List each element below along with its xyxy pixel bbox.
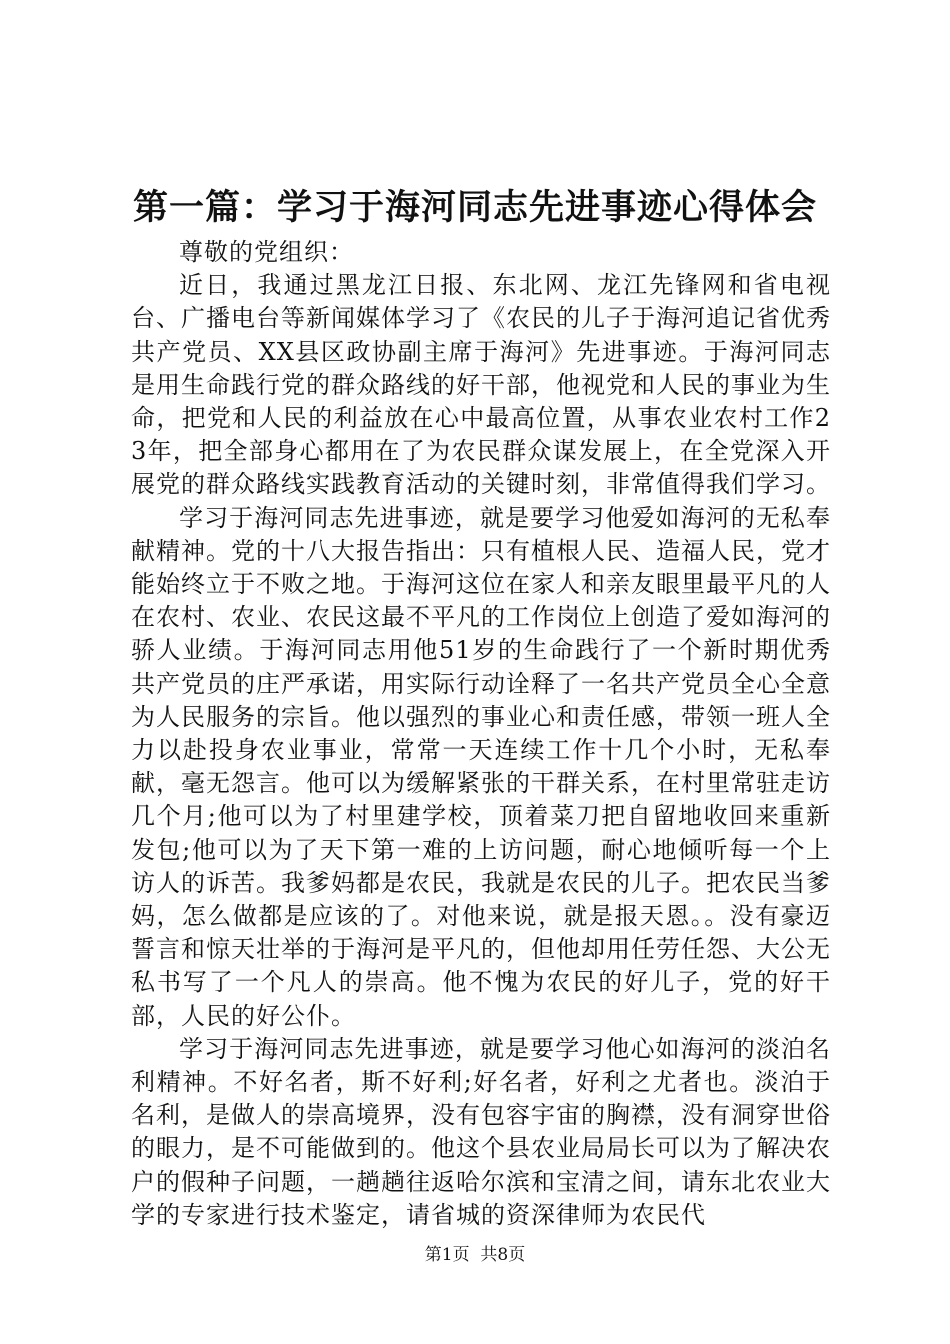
document-title: 第一篇：学习于海河同志先进事迹心得体会 xyxy=(132,188,817,228)
page-total: 共8页 xyxy=(480,1245,526,1265)
page-footer xyxy=(0,1244,950,1266)
page-number: 第1页 xyxy=(424,1245,470,1265)
paragraph-1: 近日，我通过黑龙江日报、东北网、龙江先锋网和省电视台、广播电台等新闻媒体学习了《农民的儿子于海河追记省优秀共产党员、XX县区政协副主席于海河》先进事迹。于海河同志是用生命践行党的群众路线的好干部，他视党和人民的事业为生命，把党和人民的利益放在心中最高位置，从事农业农村工作23年，把全部身心都用在了为农民群众谋发展上，在全党深入开展党的群众路线实践教育活动的关键时刻，非常值得我们学习。 xyxy=(131,271,831,499)
paragraph-2: 学习于海河同志先进事迹，就是要学习他爱如海河的无私奉献精神。党的十八大报告指出：只有植根人民、造福人民，党才能始终立于不败之地。于海河这位在家人和亲友眼里最平凡的人在农村、农业、农民这最不平凡的工作岗位上创造了爱如海河的骄人业绩。于海河同志用他51岁的生命践行了一个新时期优秀共产党员的庄严承诺，用实际行动诠释了一名共产党员全心全意为人民服务的宗旨。他以强烈的事业心和责任感，带领一班人全力以赴投身农业事业，常常一天连续工作十几个小时，无私奉献，毫无怨言。他可以为缓解紧张的干群关系，在村里常驻走访几个月;他可以为了村里建学校，顶着菜刀把自留地收回来重新发包;他可以为了天下第一难的上访问题，耐心地倾听每一个上访人的诉苦。我爹妈都是农民，我就是农民的儿子。把农民当爹妈，怎么做都是应该的了。对他来说，就是报天恩。。没有豪迈誓言和惊天壮举的于海河是平凡的，但他却用任劳任怨、大公无私书写了一个凡人的崇高。他不愧为农民的好儿子，党的好干部，人民的好公仆。 xyxy=(131,503,831,1030)
footer-spacer xyxy=(470,1245,481,1265)
document-body xyxy=(131,236,831,1232)
paragraph-3: 学习于海河同志先进事迹，就是要学习他心如海河的淡泊名利精神。不好名者，斯不好利;好名者，好利之尤者也。淡泊于名利，是做人的崇高境界，没有包容宇宙的胸襟，没有洞穿世俗的眼力，是不可能做到的。他这个县农业局局长可以为了解决农户的假种子问题，一趟趟往返哈尔滨和宝清之间，请东北农业大学的专家进行技术鉴定，请省城的资深律师为农民代 xyxy=(131,1034,831,1229)
salutation: 尊敬的党组织： xyxy=(179,238,354,266)
